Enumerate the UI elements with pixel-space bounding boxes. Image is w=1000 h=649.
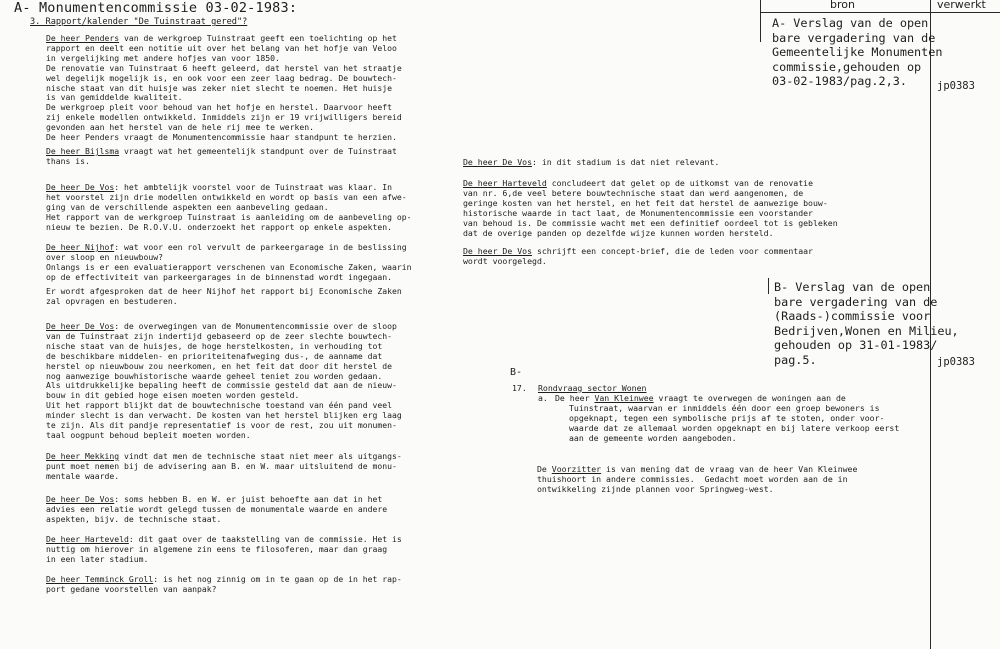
paragraph — [46, 183, 411, 233]
source-line: B- Verslag van de open — [774, 280, 931, 294]
paragraph-line: De heer Penders vraagt de Monumentencommissie haar standpunt te herzien. — [46, 132, 397, 143]
section-b-marker: B- — [510, 367, 523, 378]
paragraph-line: geringe kosten van het herstel, en het feit dat herstel de aanwezige bouw- — [463, 198, 828, 208]
paragraph-line: herstel op nieuwbouw zou neerkomen, en het feit dat door dit herstel de — [46, 360, 392, 371]
paragraph-line: mentale waarde. — [46, 470, 120, 481]
paragraph — [46, 243, 411, 283]
paragraph-first-line — [463, 157, 719, 167]
paragraph-line: nieuw te bezien. De R.O.V.U. onderzoekt het rapport op enkele aspekten. — [46, 221, 392, 232]
paragraph-line: de beschikbare middelen- en prioriteitenafweging dus-, de aanname dat — [46, 350, 383, 361]
page-title: A- Monumentencommissie 03-02-1983: — [14, 0, 298, 16]
source-box-b-left-rule — [768, 278, 769, 294]
paragraph-line: zij enkele modellen ontwikkeld. Inmiddels zijn er 19 vrijwilligers bereid — [46, 112, 402, 123]
source-code: jp0383 — [937, 80, 975, 92]
processed-column-header: verwerkt — [937, 0, 986, 11]
paragraph-first-line — [463, 246, 813, 256]
source-box — [772, 16, 942, 89]
paragraph — [463, 157, 719, 167]
paragraph-text: vraagt wat het gemeentelijk standpunt over de Tuinstraat — [119, 146, 397, 156]
paragraph-line: thans is. — [46, 155, 90, 166]
speaker-name: De heer De Vos — [463, 157, 533, 167]
speaker-name: De heer Bijlsma — [46, 146, 120, 156]
paragraph — [46, 322, 402, 441]
header-rule — [760, 12, 1000, 13]
paragraph — [463, 178, 838, 238]
paragraph-line: waarde dat ze allemaal worden opgeknapt en bij latere verkoop eerst — [569, 423, 900, 433]
paragraph-text: is van mening dat de vraag van de heer Van Kleinwee — [601, 464, 858, 474]
paragraph-line: dat de overige panden op dezelfde wijze kunnen worden hersteld. — [463, 228, 774, 238]
speaker-name: De heer Harteveld — [463, 178, 547, 188]
paragraph — [46, 287, 402, 307]
speaker-name: De heer Mekking — [46, 451, 120, 461]
paragraph-line: van de Tuinstraat zijn indertijd gebaseerd op de zeer slechte bouwtech- — [46, 330, 392, 341]
paragraph — [46, 535, 402, 565]
paragraph-text: schrijft een concept-brief, die de leden voor commentaar — [532, 246, 813, 256]
paragraph-line: nische staat van dit huisje was zeker niet slecht te noemen. Het huisje — [46, 82, 392, 93]
paragraph-line: De renovatie van Tuinstraat 6 heeft geleerd, dat herstel van het straatje — [46, 62, 402, 73]
paragraph-line: zal opvragen en bestuderen. — [46, 295, 178, 306]
paragraph-text: De heer — [555, 393, 595, 403]
paragraph-line: Tuinstraat, waarvan er inmiddels één door een groep bewoners is — [569, 403, 880, 413]
source-line: gehouden op 31-01-1983/ — [774, 338, 938, 352]
paragraph-line: in een later stadium. — [46, 553, 149, 564]
paragraph-text: vindt dat men de technische staat niet meer als uitgangs- — [119, 451, 402, 461]
paragraph-line: rapport en deelt een notitie uit over het belang van het hofje van Veloo — [46, 42, 397, 53]
source-box-a-left-rule — [760, 12, 761, 42]
source-code: jp0383 — [937, 356, 975, 368]
speaker-name: De heer Nijhof — [46, 242, 115, 252]
paragraph-text: van de werkgroep Tuinstraat geeft een toelichting op het — [119, 33, 397, 43]
paragraph-text: : in dit stadium is dat niet relevant. — [532, 157, 720, 167]
paragraph-line: van behoud is. De commissie wacht met een definitief oordeel tot is gebleken — [463, 218, 838, 228]
speaker-name: De heer Penders — [46, 33, 120, 43]
paragraph-line: wordt voorgelegd. — [463, 256, 547, 266]
speaker-name: Voorzitter — [551, 464, 602, 474]
source-line: (Raads-)commissie voor — [774, 309, 931, 323]
paragraph-line: te zijn. Als dit pandje representatief is voor de rest, zou uit monumen- — [46, 420, 397, 431]
paragraph-line: opgeknapt, tegen een symbolische prijs af te stoten, onder voor- — [569, 413, 885, 423]
paragraph-text: : is het nog zinnig om in te gaan op de in het rap- — [153, 574, 402, 584]
paragraph-text: : dit gaat over de taakstelling van de commissie. Het is — [128, 534, 402, 544]
source-line: Bedrijven,Wonen en Milieu, — [774, 323, 959, 338]
paragraph-line: aan de gemeente worden aangeboden. — [569, 433, 737, 443]
speaker-name: De heer Temminck Groll — [46, 574, 154, 584]
paragraph-line: thuishoort in andere commissies. Gedacht moet worden aan de in — [537, 474, 848, 484]
source-box — [774, 280, 959, 367]
paragraph-line: minder slecht is dan verwacht. De kosten van het herstel blijken erg laag — [46, 410, 402, 421]
paragraph-line: punt moet nemen bij de advisering aan B. en W. maar uitsluitend de monu- — [46, 460, 397, 471]
paragraph-line: aspekten, bijv. de technische staat. — [46, 513, 222, 524]
paragraph-line: ontwikkeling zijnde plannen voor Springweg-west. — [537, 484, 774, 494]
paragraph-line: Als uitdrukkelijke bepaling heeft de commissie gesteld dat aan de nieuw- — [46, 380, 397, 391]
point-label: a. — [538, 393, 548, 403]
source-line: pag.5. — [774, 352, 817, 367]
paragraph-line: advies een relatie wordt gelegd tussen de monumentale waarde en andere — [46, 503, 388, 514]
paragraph-text: : de overwegingen van de Monumentencommissie over de sloop — [114, 321, 397, 331]
paragraph-line: port gedane voorstellen van aanpak? — [46, 583, 217, 594]
speaker-name: De heer Harteveld — [46, 534, 129, 544]
paragraph — [46, 452, 402, 482]
source-line: Gemeentelijke Monumenten — [772, 45, 943, 59]
source-line: bare vergadering van de — [774, 294, 938, 309]
paragraph-line: Er wordt afgesproken dat de heer Nijhof het rapport bij Economische Zaken — [46, 286, 402, 296]
paragraph — [46, 495, 387, 525]
paragraph-text: : wat voor een rol vervult de parkeergarage in de beslissing — [114, 242, 407, 252]
paragraph-line: Het rapport van de werkgroep Tuinstraat is aanleiding om de aanbeveling op- — [46, 211, 412, 222]
section-heading-text: 3. Rapport/kalender "De Tuinstraat gered"? — [30, 17, 248, 27]
speaker-name: De heer De Vos — [463, 246, 533, 256]
source-column-header: bron — [830, 0, 855, 11]
source-line: bare vergadering van de — [772, 30, 936, 45]
paragraph-line: is van gemiddelde kwaliteit. — [46, 92, 183, 103]
rondvraag-item-number: 17. — [512, 383, 527, 393]
paragraph-line: taal oogpunt behoud bepleit moeten worden. — [46, 429, 251, 440]
paragraph-line: De werkgroep pleit voor behoud van het hofje en herstel. Daarvoor heeft — [46, 102, 392, 113]
paragraph-line: op de effectiviteit van parkeergarages in de binnenstad wordt ingegaan. — [46, 271, 392, 282]
paragraph-line: nische staat van de huisjes, de hoge herstelkosten, in verhouding tot — [46, 340, 383, 351]
paragraph-line: Onlangs is er een evaluatierapport verschenen van Economische Zaken, waarin — [46, 261, 412, 272]
paragraph-first-line — [463, 178, 838, 188]
paragraph — [46, 34, 402, 143]
paragraph-line: bouw in dit gebied hoge eisen moeten worden gesteld. — [46, 390, 300, 401]
section-heading — [30, 18, 247, 28]
source-line: 03-02-1983/pag.2,3. — [772, 74, 907, 88]
speaker-name: Van Kleinwee — [594, 393, 654, 403]
paragraph-line: het voorstel zijn drie modellen ontwikkeld en wordt op basis van een afwe- — [46, 191, 407, 202]
paragraph-text: concludeert dat gelet op de uitkomst van de renovatie — [546, 178, 813, 188]
paragraph-text: De — [537, 464, 552, 474]
speaker-name: De heer De Vos — [46, 321, 115, 331]
paragraph-text: vraagt te overwegen de woningen aan de — [653, 393, 846, 403]
paragraph-first-line — [555, 393, 899, 403]
paragraph-text: : het ambtelijk voorstel voor de Tuinstraat was klaar. In — [114, 182, 392, 192]
paragraph-line: van nr. 6,de veel betere bouwtechnische staat dan werd aangenomen, de — [463, 188, 804, 198]
paragraph-line: in vergelijking met andere hofjes van voor 1850. — [46, 52, 280, 63]
paragraph-line: historische waarde in tact laat, de Monumentencommissie een voorstander — [463, 208, 813, 218]
paragraph-first-line — [537, 464, 857, 474]
source-line: A- Verslag van de open — [772, 16, 929, 30]
paragraph-line: gevonden aan het herstel van de hele rij mee te werken. — [46, 122, 315, 133]
paragraph — [555, 393, 899, 443]
paragraph-line: over sloop en nieuwbouw? — [46, 251, 163, 262]
rondvraag-title: Rondvraag sector Wonen — [538, 383, 647, 393]
speaker-name: De heer De Vos — [46, 182, 115, 192]
paragraph — [46, 147, 397, 167]
paragraph-line: nog aanwezige bouwhistorische waarde geheel teniet zou worden gedaan. — [46, 370, 383, 381]
paragraph-line: nuttig om hierover in algemene zin eens te filosoferen, maar dan graag — [46, 543, 388, 554]
paragraph-line: ging van de verschillende aspekten een aanbeveling gedaan. — [46, 201, 329, 212]
paragraph-text: : soms hebben B. en W. er juist behoefte aan dat in het — [114, 494, 383, 504]
paragraph — [537, 464, 857, 494]
speaker-name: De heer De Vos — [46, 494, 115, 504]
paragraph — [46, 575, 402, 595]
paragraph-line: wel degelijk mogelijk is, en ook voor een zeer laag bedrag. De bouwtech- — [46, 72, 397, 83]
paragraph — [463, 246, 813, 266]
paragraph-line: Uit het rapport blijkt dat de bouwtechnische toestand van één pand veel — [46, 400, 392, 411]
source-line: commissie,gehouden op — [772, 59, 922, 74]
paragraph-first-line — [46, 147, 397, 157]
